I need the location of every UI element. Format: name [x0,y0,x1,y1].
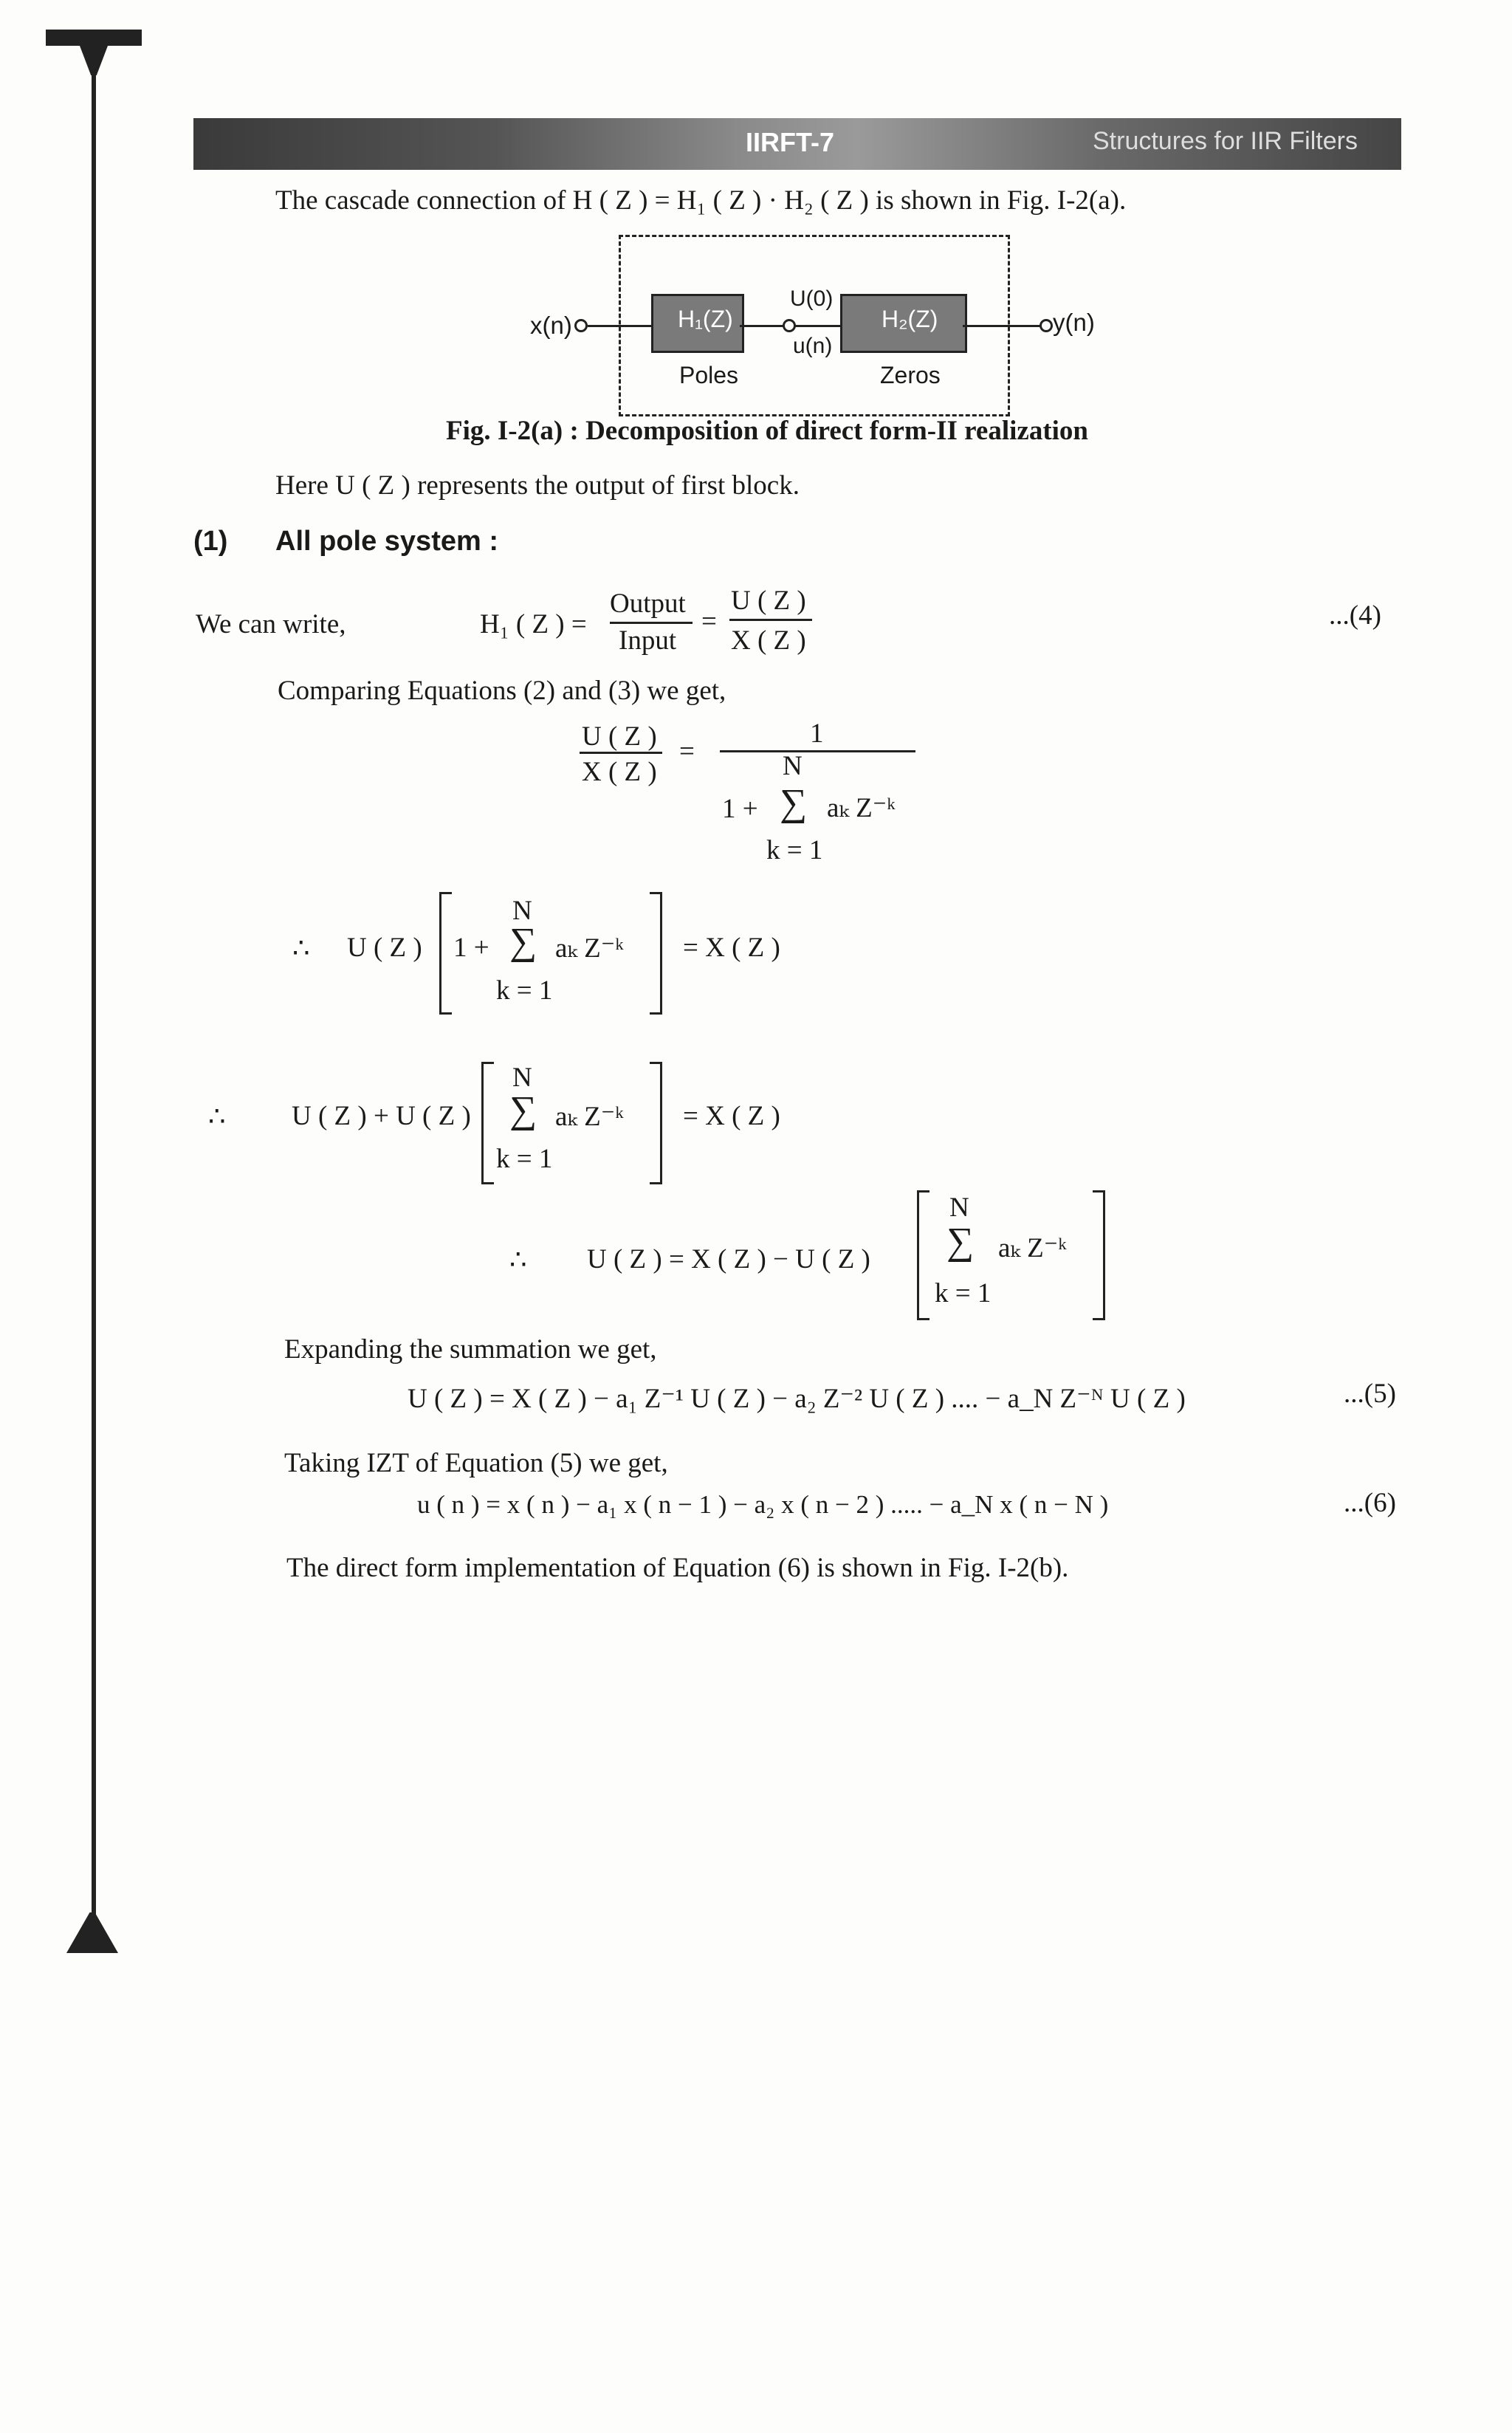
paragraph: Expanding the summation we get, [284,1334,657,1365]
left-bracket [481,1062,494,1184]
eqD-upper: N [949,1193,969,1223]
paragraph: Here U ( Z ) represents the output of first block. [275,470,800,501]
eqB-lhs: U ( Z ) [347,933,422,963]
therefore-symbol: ∴ [208,1102,226,1132]
mid-bottom-label: u(n) [793,334,833,358]
therefore-symbol: ∴ [509,1245,527,1275]
fraction-line [610,622,693,624]
right-bracket [650,892,662,1015]
sum-symbol: ∑ [509,921,537,963]
binding-mark [66,1912,118,1953]
fraction-line [720,750,915,752]
eqC-term: aₖ Z⁻ᵏ [555,1102,624,1132]
eq4-num2: U ( Z ) [731,586,806,616]
eqA-term: aₖ Z⁻ᵏ [827,793,896,823]
section-number: (1) [193,526,228,557]
left-bracket [917,1190,929,1320]
eqC-upper: N [512,1063,532,1093]
paragraph: Comparing Equations (2) and (3) we get, [278,676,726,706]
eqB-lower: k = 1 [496,975,553,1006]
equation-6: u ( n ) = x ( n ) − a₁ x ( n − 1 ) − a₂ x ( n − 2 ) ..... − a_N x ( n − N ) [417,1490,1109,1519]
mid-node [783,319,796,332]
fraction-line [580,752,662,754]
fraction-line [729,619,812,621]
eqB-one-plus: 1 + [453,933,489,963]
zeros-label: Zeros [880,362,941,388]
mid-top-label: U(0) [790,286,834,311]
eqC-lower: k = 1 [496,1144,553,1174]
wire [796,325,840,327]
block-h2-label: H₂(Z) [882,306,938,332]
wire [588,325,651,327]
therefore-symbol: ∴ [292,933,310,964]
page-header-code: IIRFT-7 [746,127,835,157]
eq4-lead: We can write, [196,609,346,639]
section-title: All pole system : [275,526,498,557]
left-bracket [439,892,452,1015]
binding-line [92,44,96,1920]
paragraph: The direct form implementation of Equation (6) is shown in Fig. I-2(b). [286,1553,1069,1583]
eqA-one: 1 [810,718,824,749]
output-node [1040,319,1053,332]
eqD-lhs: U ( Z ) = X ( Z ) − U ( Z ) [587,1244,870,1274]
eqA-num: U ( Z ) [582,721,657,752]
eqA-upper: N [783,751,803,781]
eqC-rhs: = X ( Z ) [683,1101,780,1131]
right-bracket [1093,1190,1105,1320]
eq4-lhs: H₁ ( Z ) = [480,609,587,639]
eq4-equals: = [701,606,717,636]
eqA-one-plus: 1 + [722,794,758,824]
eqB-term: aₖ Z⁻ᵏ [555,933,624,964]
figure-caption: Fig. I-2(a) : Decomposition of direct form-II realization [446,416,1089,446]
eqD-term: aₖ Z⁻ᵏ [998,1233,1067,1263]
eqC-lhs: U ( Z ) + U ( Z ) [292,1101,471,1131]
eqB-rhs: = X ( Z ) [683,933,780,963]
eq5-ref: ...(5) [1344,1379,1396,1409]
intro-text: The cascade connection of H ( Z ) = H₁ ( Z ) · H₂ ( Z ) is shown in Fig. I-2(a). [275,185,1127,216]
eq6-ref: ...(6) [1344,1488,1396,1518]
eqA-equals: = [679,736,695,766]
paragraph: Taking IZT of Equation (5) we get, [284,1448,668,1478]
right-bracket [650,1062,662,1184]
wire [963,325,1041,327]
eqB-upper: N [512,896,532,926]
input-node [574,319,588,332]
output-label: y(n) [1053,309,1095,336]
sum-symbol: ∑ [946,1221,975,1263]
block-h1-label: H₁(Z) [678,306,733,332]
poles-label: Poles [679,362,739,388]
sum-symbol: ∑ [509,1089,537,1131]
eq4-num1: Output [610,588,686,619]
equation-5: U ( Z ) = X ( Z ) − a₁ Z⁻¹ U ( Z ) − a₂ Z⁻² U ( Z ) .... − a_N Z⁻ᴺ U ( Z ) [408,1384,1186,1414]
input-label: x(n) [530,312,572,339]
eqA-den: X ( Z ) [582,757,657,787]
eq4-den1: Input [619,625,677,656]
page-header-title: Structures for IIR Filters [1093,127,1358,155]
sum-symbol: ∑ [780,782,808,824]
eqD-lower: k = 1 [935,1278,992,1308]
binding-mark [46,30,142,46]
eq4-den2: X ( Z ) [731,625,806,656]
eqA-lower: k = 1 [766,835,823,865]
eq4-ref: ...(4) [1329,600,1381,631]
